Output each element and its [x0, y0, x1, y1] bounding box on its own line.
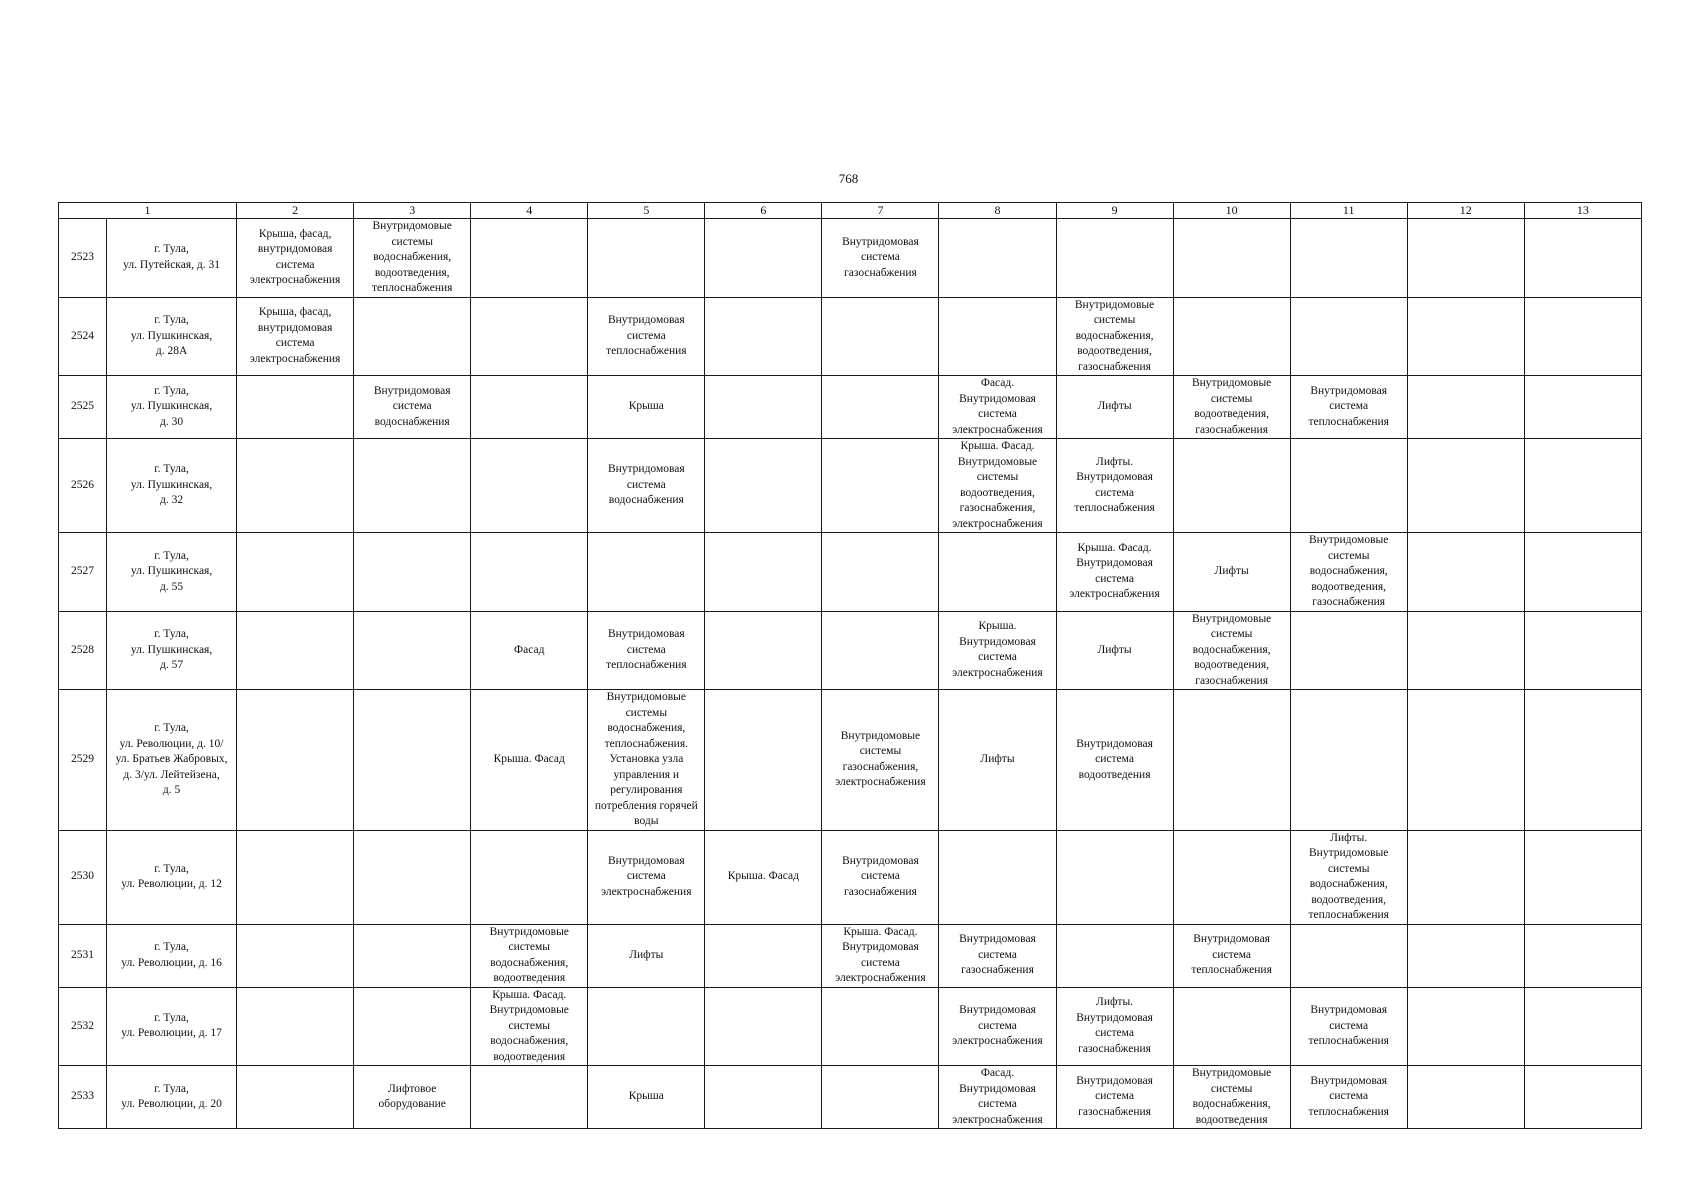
work-cell: [939, 376, 1056, 439]
work-cell: [588, 987, 705, 1066]
work-cell: [471, 1066, 588, 1129]
work-cell: [1407, 219, 1524, 298]
work-text: Крыша. Фасад. Внутридомовые системы водоснабжения, водоотведения: [489, 988, 569, 1063]
work-cell: [1173, 924, 1290, 987]
work-cell: [1173, 219, 1290, 298]
table-row: [59, 533, 1642, 612]
work-cell: [237, 1066, 354, 1129]
page-number: 768: [838, 171, 859, 186]
work-cell: [822, 830, 939, 924]
work-cell: [354, 830, 471, 924]
work-cell: [237, 439, 354, 533]
work-cell: [1524, 533, 1641, 612]
work-cell: [1524, 376, 1641, 439]
address-text: г. Тула, ул. Революции, д. 20: [121, 1082, 222, 1110]
work-cell: [1173, 297, 1290, 376]
work-cell: [354, 987, 471, 1066]
work-cell: [1056, 533, 1173, 612]
work-cell: [939, 219, 1056, 298]
column-header: 4: [471, 203, 588, 219]
work-cell: [471, 830, 588, 924]
work-cell: [237, 219, 354, 298]
work-cell: [1290, 690, 1407, 831]
work-text: Внутридомовая система газоснабжения: [842, 235, 919, 279]
work-cell: [237, 297, 354, 376]
work-cell: [471, 533, 588, 612]
work-cell: [1524, 830, 1641, 924]
work-text: Внутридомовые системы водоснабжения, водоотведения, газоснабжения: [1309, 534, 1389, 608]
work-cell: [1524, 924, 1641, 987]
work-cell: [705, 690, 822, 831]
work-cell: [822, 924, 939, 987]
work-cell: [822, 611, 939, 690]
work-cell: [939, 533, 1056, 612]
work-cell: [354, 376, 471, 439]
work-cell: [1173, 1066, 1290, 1129]
work-cell: [822, 439, 939, 533]
column-header: 5: [588, 203, 705, 219]
work-cell: [1173, 533, 1290, 612]
work-cell: [1173, 376, 1290, 439]
address-cell: [107, 439, 237, 533]
column-header: 2: [237, 203, 354, 219]
work-cell: [1056, 611, 1173, 690]
address-text: г. Тула, ул. Революции, д. 10/ ул. Братьев Жабровых, д. 3/ул. Лейтейзена, д. 5: [115, 722, 228, 796]
work-cell: [1290, 533, 1407, 612]
work-cell: [1524, 439, 1641, 533]
address-cell: [107, 376, 237, 439]
work-cell: [1524, 987, 1641, 1066]
table-row: [59, 924, 1642, 987]
column-header: 12: [1407, 203, 1524, 219]
work-text: Внутридомовая система теплоснабжения: [606, 314, 687, 357]
work-cell: [1056, 830, 1173, 924]
work-text: Внутридомовая система теплоснабжения: [1308, 1004, 1389, 1047]
work-cell: [1290, 297, 1407, 376]
work-text: Внутридомовые системы водоснабжения, водоотведения: [1191, 1067, 1272, 1126]
work-text: Крыша. Фасад. Внутридомовые системы водоотведения, газоснабжения, электроснабжения: [952, 440, 1043, 530]
row-number: 2533: [59, 1066, 107, 1129]
row-number: 2526: [59, 439, 107, 533]
address-cell: [107, 690, 237, 831]
work-cell: [939, 690, 1056, 831]
work-cell: [237, 611, 354, 690]
work-text: Фасад: [514, 643, 545, 656]
work-cell: [471, 219, 588, 298]
work-text: Внутридомовая система газоснабжения: [1076, 1074, 1153, 1118]
work-text: Лифты: [629, 948, 664, 961]
work-text: Фасад. Внутридомовая система электроснабжения: [952, 377, 1043, 436]
work-cell: [939, 830, 1056, 924]
address-text: г. Тула, ул. Пушкинская, д. 32: [130, 463, 213, 507]
work-text: Фасад. Внутридомовая система электроснабжения: [952, 1067, 1043, 1126]
work-cell: [1056, 690, 1173, 831]
work-cell: [705, 1066, 822, 1129]
work-text: Внутридомовая система газоснабжения: [842, 854, 919, 898]
work-cell: [588, 439, 705, 533]
table-row: [59, 439, 1642, 533]
work-cell: [1173, 611, 1290, 690]
work-cell: [471, 987, 588, 1066]
table-row: [59, 219, 1642, 298]
work-text: Внутридомовая система газоснабжения: [959, 933, 1036, 977]
work-cell: [1407, 297, 1524, 376]
work-text: Внутридомовая система теплоснабжения: [1308, 384, 1389, 428]
row-number: 2528: [59, 611, 107, 690]
row-number: 2524: [59, 297, 107, 376]
work-cell: [354, 439, 471, 533]
work-cell: [354, 924, 471, 987]
work-cell: [939, 297, 1056, 376]
address-cell: [107, 297, 237, 376]
table-row: [59, 830, 1642, 924]
work-cell: [822, 690, 939, 831]
column-header: 8: [939, 203, 1056, 219]
work-text: Крыша. Фасад. Внутридомовая система электроснабжения: [835, 925, 926, 984]
repair-schedule-table: [58, 202, 1642, 1129]
column-header: 11: [1290, 203, 1407, 219]
work-cell: [1290, 1066, 1407, 1129]
work-cell: [1173, 987, 1290, 1066]
work-text: Крыша. Внутридомовая система электроснабжения: [952, 620, 1043, 679]
work-text: Внутридомовые системы водоснабжения, теплоснабжения. Установка узла управления и регулирования потребления горячей воды: [594, 691, 698, 827]
work-cell: [939, 611, 1056, 690]
work-cell: [1056, 924, 1173, 987]
work-cell: [588, 611, 705, 690]
work-text: Крыша, фасад, внутридомовая система электроснабжения: [249, 227, 341, 287]
column-header: 6: [705, 203, 822, 219]
work-cell: [237, 533, 354, 612]
work-cell: [1407, 439, 1524, 533]
work-cell: [1173, 830, 1290, 924]
work-text: Внутридомовая система теплоснабжения: [1308, 1074, 1389, 1118]
address-cell: [107, 830, 237, 924]
work-cell: [1524, 219, 1641, 298]
work-cell: [588, 376, 705, 439]
work-cell: [1524, 297, 1641, 376]
table-row: [59, 690, 1642, 831]
work-cell: [1407, 376, 1524, 439]
work-cell: [237, 924, 354, 987]
work-cell: [1290, 924, 1407, 987]
work-cell: [822, 1066, 939, 1129]
address-text: г. Тула, ул. Пушкинская, д. 28А: [130, 314, 213, 357]
work-cell: [705, 987, 822, 1066]
work-cell: [1290, 987, 1407, 1066]
work-cell: [705, 611, 822, 690]
header-row: [59, 203, 1642, 219]
address-text: г. Тула, ул. Пушкинская, д. 30: [130, 384, 213, 428]
address-text: г. Тула, ул. Революции, д. 16: [121, 941, 222, 969]
table-row: [59, 297, 1642, 376]
work-text: Лифты: [1097, 400, 1132, 413]
work-cell: [1524, 611, 1641, 690]
work-text: Крыша. Фасад. Внутридомовая система электроснабжения: [1069, 541, 1160, 601]
work-cell: [1173, 690, 1290, 831]
address-cell: [107, 611, 237, 690]
work-cell: [822, 987, 939, 1066]
work-cell: [354, 690, 471, 831]
work-cell: [1407, 830, 1524, 924]
work-cell: [471, 690, 588, 831]
work-cell: [939, 924, 1056, 987]
table-row: [59, 376, 1642, 439]
work-cell: [354, 611, 471, 690]
work-text: Внутридомовая система водоснабжения: [607, 463, 685, 507]
column-header: 10: [1173, 203, 1290, 219]
column-header: 1: [59, 203, 237, 219]
work-text: Внутридомовые системы водоотведения, газоснабжения: [1191, 377, 1272, 436]
work-cell: [1056, 376, 1173, 439]
address-text: г. Тула, ул. Пушкинская, д. 55: [130, 549, 213, 593]
work-cell: [471, 376, 588, 439]
work-cell: [1524, 1066, 1641, 1129]
work-cell: [1407, 611, 1524, 690]
work-text: Внутридомовые системы водоснабжения, водоотведения, газоснабжения: [1191, 612, 1272, 687]
work-text: Крыша. Фасад: [727, 870, 799, 883]
work-cell: [588, 1066, 705, 1129]
work-cell: [705, 533, 822, 612]
table-row: [59, 611, 1642, 690]
work-cell: [1056, 1066, 1173, 1129]
work-cell: [1290, 611, 1407, 690]
work-cell: [354, 297, 471, 376]
work-text: Лифты: [1097, 643, 1132, 656]
work-cell: [471, 611, 588, 690]
table-row: [59, 1066, 1642, 1129]
column-header: 7: [822, 203, 939, 219]
address-text: г. Тула, ул. Путейская, д. 31: [123, 243, 220, 271]
work-text: Внутридомовая система водоотведения: [1076, 737, 1153, 781]
work-cell: [588, 690, 705, 831]
row-number: 2531: [59, 924, 107, 987]
work-cell: [1407, 1066, 1524, 1129]
work-text: Внутридомовая система теплоснабжения: [1191, 933, 1272, 977]
work-cell: [939, 439, 1056, 533]
work-cell: [588, 297, 705, 376]
work-cell: [354, 219, 471, 298]
work-cell: [1407, 533, 1524, 612]
work-text: Крыша, фасад, внутридомовая система электроснабжения: [249, 306, 341, 365]
work-cell: [939, 1066, 1056, 1129]
work-cell: [471, 439, 588, 533]
work-text: Лифты: [1214, 565, 1249, 577]
work-cell: [1056, 987, 1173, 1066]
work-cell: [237, 690, 354, 831]
row-number: 2523: [59, 219, 107, 298]
work-cell: [822, 376, 939, 439]
address-cell: [107, 924, 237, 987]
work-text: Лифты. Внутридомовая система теплоснабжения: [1074, 455, 1155, 514]
column-header: 13: [1524, 203, 1641, 219]
work-cell: [471, 924, 588, 987]
work-cell: [705, 219, 822, 298]
work-cell: [237, 987, 354, 1066]
address-cell: [107, 987, 237, 1066]
work-text: Внутридомовые системы водоснабжения, водоотведения, газоснабжения: [1074, 298, 1155, 373]
work-cell: [1173, 439, 1290, 533]
work-text: Лифты: [980, 753, 1015, 765]
work-cell: [237, 830, 354, 924]
work-cell: [705, 830, 822, 924]
work-cell: [822, 533, 939, 612]
row-number: 2530: [59, 830, 107, 924]
address-text: г. Тула, ул. Пушкинская, д. 57: [130, 628, 213, 671]
work-cell: [705, 297, 822, 376]
work-cell: [822, 219, 939, 298]
work-text: Внутридомовые системы водоснабжения, водоотведения: [489, 925, 569, 984]
work-cell: [588, 219, 705, 298]
work-cell: [1056, 219, 1173, 298]
work-text: Внутридомовая система электроснабжения: [601, 854, 692, 898]
work-cell: [1056, 439, 1173, 533]
address-text: г. Тула, ул. Революции, д. 17: [121, 1011, 222, 1040]
work-cell: [588, 924, 705, 987]
work-cell: [1407, 690, 1524, 831]
address-cell: [107, 219, 237, 298]
work-cell: [705, 439, 822, 533]
work-cell: [1407, 987, 1524, 1066]
work-text: Внутридомовая система водоснабжения: [373, 384, 451, 428]
row-number: 2529: [59, 690, 107, 831]
work-text: Крыша: [628, 1090, 664, 1103]
work-cell: [588, 533, 705, 612]
work-cell: [1056, 297, 1173, 376]
work-cell: [1407, 924, 1524, 987]
work-text: Внутридомовая система электроснабжения: [952, 1004, 1043, 1047]
work-text: Внутридомовая система теплоснабжения: [606, 628, 687, 671]
work-text: Лифты. Внутридомовые системы водоснабжения, водоотведения, теплоснабжения: [1308, 831, 1389, 921]
work-cell: [822, 297, 939, 376]
work-text: Лифты. Внутридомовая система газоснабжения: [1076, 996, 1153, 1055]
row-number: 2525: [59, 376, 107, 439]
work-cell: [471, 297, 588, 376]
work-cell: [1290, 219, 1407, 298]
address-cell: [107, 1066, 237, 1129]
work-cell: [705, 924, 822, 987]
work-cell: [1290, 376, 1407, 439]
work-cell: [939, 987, 1056, 1066]
work-cell: [588, 830, 705, 924]
work-text: Внутридомовые системы водоснабжения, водоотведения, теплоснабжения: [371, 220, 453, 294]
work-cell: [1290, 439, 1407, 533]
row-number: 2532: [59, 987, 107, 1066]
work-cell: [354, 1066, 471, 1129]
work-cell: [237, 376, 354, 439]
address-text: г. Тула, ул. Революции, д. 12: [121, 862, 222, 890]
work-cell: [1524, 690, 1641, 831]
work-cell: [354, 533, 471, 612]
column-header: 9: [1056, 203, 1173, 219]
work-cell: [1290, 830, 1407, 924]
column-header: 3: [354, 203, 471, 219]
work-text: Крыша. Фасад: [493, 753, 565, 765]
work-cell: [705, 376, 822, 439]
table-row: [59, 987, 1642, 1066]
work-text: Внутридомовые системы газоснабжения, электроснабжения: [835, 729, 926, 789]
row-number: 2527: [59, 533, 107, 612]
work-text: Лифтовое оборудование: [378, 1082, 446, 1110]
work-text: Крыша: [628, 400, 664, 413]
address-cell: [107, 533, 237, 612]
